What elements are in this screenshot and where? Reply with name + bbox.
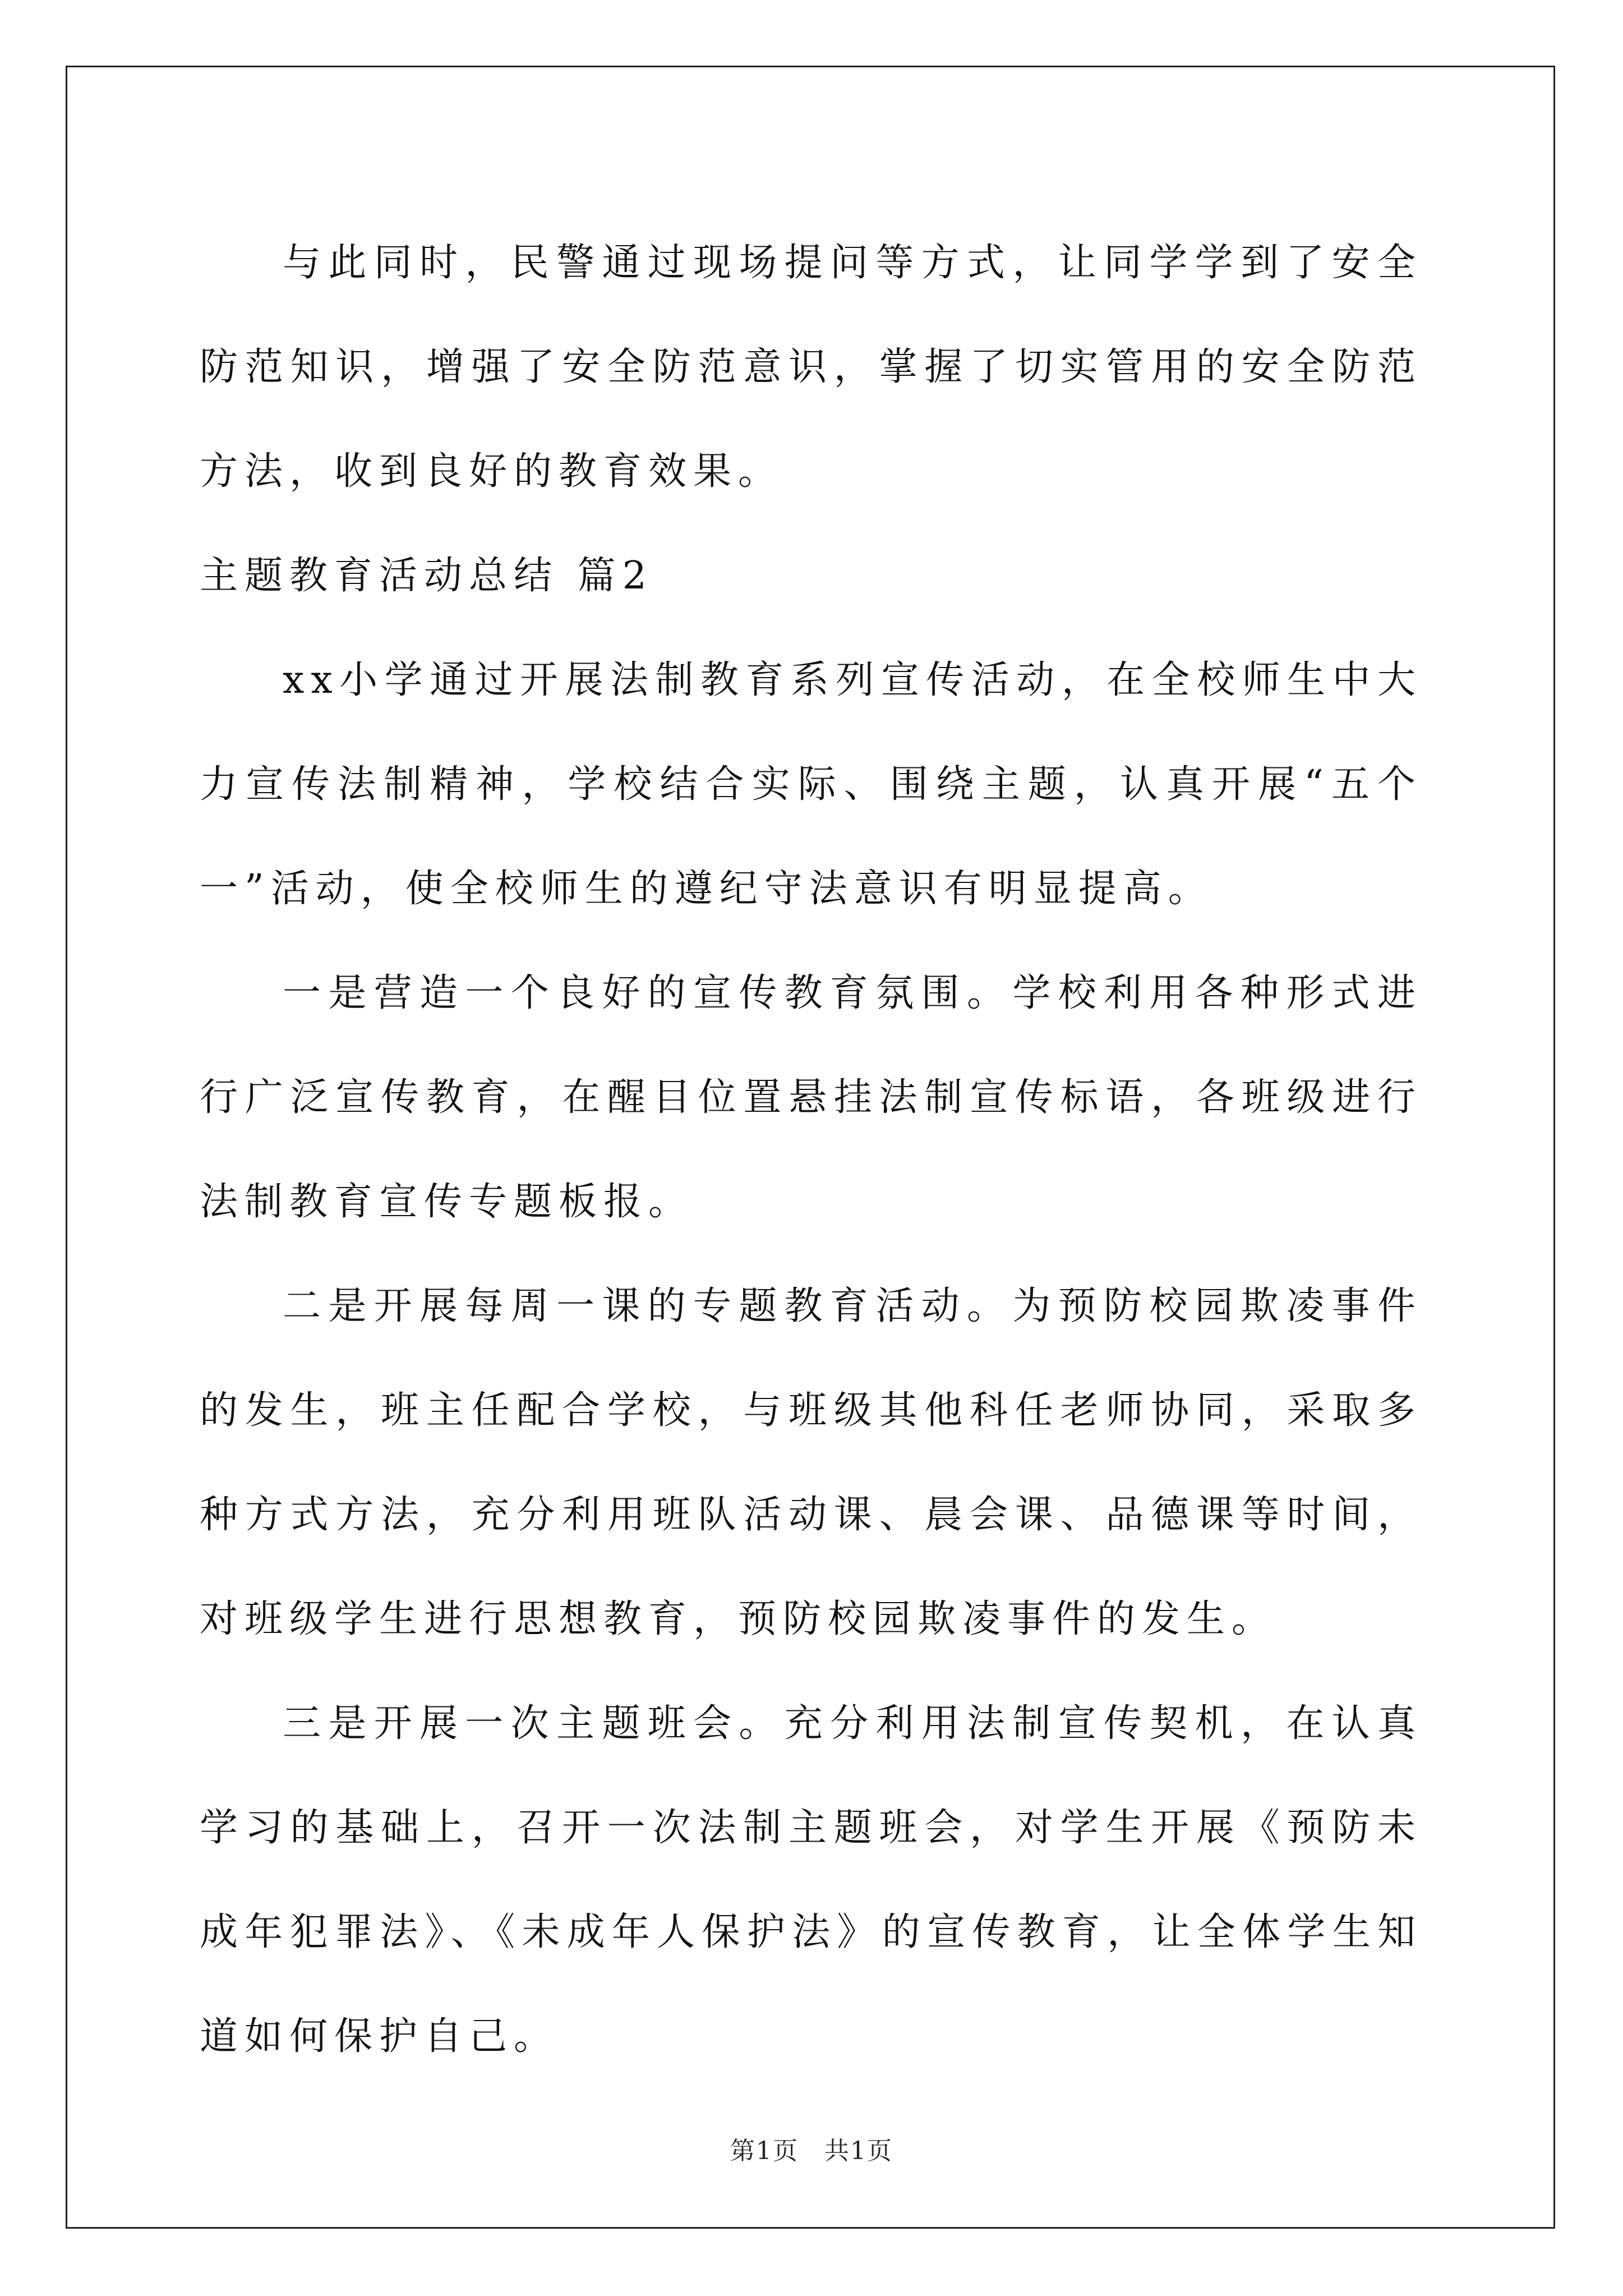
paragraph-legal-campaign-intro: xx小学通过开展法制教育系列宣传活动，在全校师生中大力宣传法制精神，学校结合实际、围绕主题，认真开展“五个一”活动，使全校师生的遵纪守法意识有明显提高。 bbox=[200, 658, 1422, 911]
page-number-footer: 第1页 共1页 bbox=[730, 2137, 893, 2165]
document-body bbox=[200, 211, 1422, 2089]
paragraph-safety-knowledge: 与此同时，民警通过现场提问等方式，让同学学到了安全防范知识，增强了安全防范意识，掌握了切实管用的安全防范方法，收到良好的教育效果。 bbox=[200, 241, 1422, 494]
paragraph-point-two: 二是开展每周一课的专题教育活动。为预防校园欺凌事件的发生，班主任配合学校，与班级其他科任老师协同，采取多种方式方法，充分利用班队活动课、晨会课、品德课等时间，对班级学生进行思想教育，预防校园欺凌事件的发生。 bbox=[200, 1284, 1422, 1641]
paragraph-point-one: 一是营造一个良好的宣传教育氛围。学校利用各种形式进行广泛宣传教育，在醒目位置悬挂法制宣传标语，各班级进行法制教育宣传专题板报。 bbox=[200, 971, 1422, 1224]
section-heading: 主题教育活动总结 篇2 bbox=[200, 554, 653, 598]
paragraph-point-three: 三是开展一次主题班会。充分利用法制宣传契机，在认真学习的基础上，召开一次法制主题班会，对学生开展《预防未成年犯罪法》、《未成年人保护法》的宣传教育，让全体学生知道如何保护自己。 bbox=[200, 1701, 1422, 2059]
